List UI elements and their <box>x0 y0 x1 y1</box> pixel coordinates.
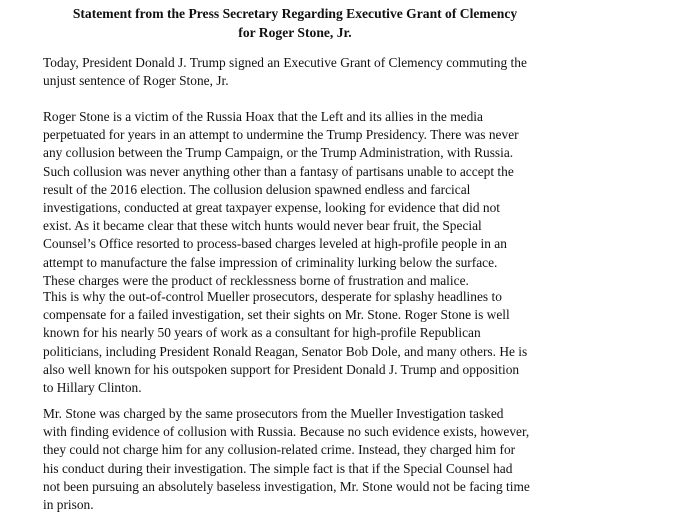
title-line-2: for Roger Stone, Jr. <box>238 25 352 40</box>
paragraph-line: Today, President Donald J. Trump signed an Executive Grant of Clemency commuting the <box>43 55 527 70</box>
paragraph-line: also well known for his outspoken support for President Donald J. Trump and opposition <box>43 361 520 377</box>
paragraph-2 <box>43 108 519 290</box>
paragraph-line: to Hillary Clinton. <box>43 380 142 396</box>
paragraph-line: compensate for a failed investigation, set their sights on Mr. Stone. Roger Stone is well <box>43 307 510 323</box>
paragraph-line: This is why the out-of-control Mueller prosecutors, desperate for splashy headlines to <box>43 289 502 304</box>
paragraph-line: unjust sentence of Roger Stone, Jr. <box>43 73 229 89</box>
paragraph-line: result of the 2016 election. The collusion delusion spawned endless and farcical <box>43 181 471 197</box>
paragraph-line: Mr. Stone was charged by the same prosecutors from the Mueller Investigation tasked <box>43 406 504 421</box>
paragraph-line: Counsel’s Office resorted to process-based charges leveled at high-profile people in an <box>43 236 507 252</box>
paragraph-line: politicians, including President Ronald Reagan, Senator Bob Dole, and many others. He is <box>43 343 528 359</box>
paragraph-4 <box>43 405 530 514</box>
paragraph-line: in prison. <box>43 497 94 513</box>
paragraph-line: not been pursuing an absolutely baseless investigation, Mr. Stone would not be facing time <box>43 478 530 494</box>
paragraph-line: Roger Stone is a victim of the Russia Hoax that the Left and its allies in the media <box>43 109 483 124</box>
document-title <box>30 4 560 42</box>
paragraph-line: investigations, conducted at great taxpayer expense, looking for evidence that did not <box>43 200 500 216</box>
paragraph-3 <box>43 288 528 397</box>
paragraph-line: they could not charge him for any collusion-related crime. Instead, they charged him for <box>43 442 516 458</box>
paragraph-line: with finding evidence of collusion with Russia. Because no such evidence exists, however, <box>43 424 530 440</box>
paragraph-line: exist. As it became clear that these witch hunts would never bear fruit, the Special <box>43 218 482 234</box>
paragraph-line: These charges were the product of recklessness borne of frustration and malice. <box>43 272 469 288</box>
paragraph-line: any collusion between the Trump Campaign, or the Trump Administration, with Russia. <box>43 145 514 161</box>
paragraph-line: perpetuated for years in an attempt to undermine the Trump Presidency. There was never <box>43 127 519 143</box>
paragraph-1 <box>43 54 527 90</box>
paragraph-line: Such collusion was never anything other than a fantasy of partisans unable to accept the <box>43 163 514 179</box>
title-line-1: Statement from the Press Secretary Regarding Executive Grant of Clemency <box>72 6 518 21</box>
paragraph-line: his conduct during their investigation. The simple fact is that if the Special Counsel had <box>43 460 513 476</box>
paragraph-line: attempt to manufacture the false impression of criminality lurking below the surface. <box>43 254 498 270</box>
paragraph-line: known for his nearly 50 years of work as a consultant for high-profile Republican <box>43 325 481 341</box>
